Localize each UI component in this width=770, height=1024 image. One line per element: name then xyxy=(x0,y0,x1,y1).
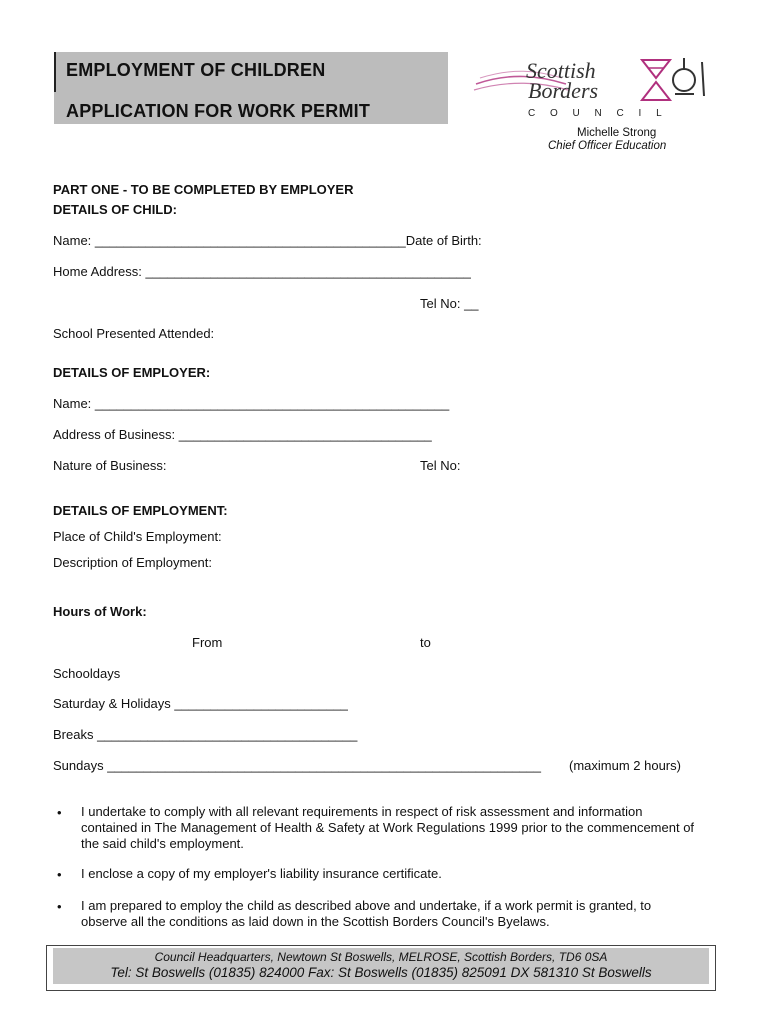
bullet-icon: • xyxy=(57,867,62,882)
employer-tel-field[interactable]: Tel No: xyxy=(420,458,461,473)
declaration-risk-assessment: I undertake to comply with all relevant requirements in respect of risk assessment and information contained in The Management of Health & Safety at Work Regulations 1999 prior to the commencement of the said child's employment. xyxy=(81,804,695,851)
home-address-field[interactable]: Home Address: _____________________________________________ xyxy=(53,264,471,279)
business-address-field[interactable]: Address of Business: ___________________________________ xyxy=(53,427,432,442)
part-one-heading: PART ONE - TO BE COMPLETED BY EMPLOYER xyxy=(53,182,354,197)
svg-text:Borders: Borders xyxy=(528,78,599,103)
bullet-icon: • xyxy=(57,805,62,820)
svg-text:Scottish: Scottish xyxy=(526,58,596,83)
employment-description-field[interactable]: Description of Employment: xyxy=(53,555,212,570)
employer-details-heading: DETAILS OF EMPLOYER: xyxy=(53,365,211,380)
footer-contact: Tel: St Boswells (01835) 824000 Fax: St Boswells (01835) 825091 DX 581310 St Boswells xyxy=(110,965,652,980)
breaks-field[interactable]: Breaks ____________________________________ xyxy=(53,727,358,742)
officer-title: Chief Officer Education xyxy=(548,140,667,152)
footer-address: Council Headquarters, Newtown St Boswells, MELROSE, Scottish Borders, TD6 0SA xyxy=(154,950,608,964)
svg-text:C O U N C I L: C O U N C I L xyxy=(528,108,668,119)
form-title-line1: EMPLOYMENT OF CHILDREN xyxy=(66,60,326,80)
schooldays-field[interactable]: Schooldays xyxy=(53,666,121,681)
nature-of-business-field[interactable]: Nature of Business: xyxy=(53,458,167,473)
declaration-byelaws: I am prepared to employ the child as described above and undertake, if a work permit is granted, to observe all the conditions as laid down in the Scottish Borders Council's Byelaws. xyxy=(81,898,652,929)
hours-of-work-heading: Hours of Work: xyxy=(53,604,147,619)
from-column-label: From xyxy=(192,635,223,650)
max-hours-note: (maximum 2 hours) xyxy=(569,758,681,773)
council-logo-graphic xyxy=(470,50,710,122)
footer-shading xyxy=(53,948,709,984)
to-column-label: to xyxy=(420,635,431,650)
form-title-line2: APPLICATION FOR WORK PERMIT xyxy=(66,101,371,121)
child-name-field[interactable]: Name: ___________________________________________Date of Birth: xyxy=(53,233,482,248)
child-details-heading: DETAILS OF CHILD: xyxy=(53,202,177,217)
place-of-employment-field[interactable]: Place of Child's Employment: xyxy=(53,529,222,544)
child-tel-field[interactable]: Tel No: __ xyxy=(420,296,479,311)
bullet-icon: • xyxy=(57,899,62,914)
saturday-holidays-field[interactable]: Saturday & Holidays ________________________ xyxy=(53,696,348,711)
officer-name: Michelle Strong xyxy=(577,127,657,139)
footer-box xyxy=(46,945,716,991)
form-title-box xyxy=(54,52,448,124)
title-rule xyxy=(54,52,56,92)
employer-name-field[interactable]: Name: _________________________________________________ xyxy=(53,396,450,411)
sundays-field[interactable]: Sundays ____________________________________________________________ xyxy=(53,758,542,773)
school-field[interactable]: School Presented Attended: xyxy=(53,326,215,341)
declaration-insurance: I enclose a copy of my employer's liability insurance certificate. xyxy=(81,866,442,881)
employment-details-heading: DETAILS OF EMPLOYMENT: xyxy=(53,503,228,518)
council-logo xyxy=(470,50,710,122)
